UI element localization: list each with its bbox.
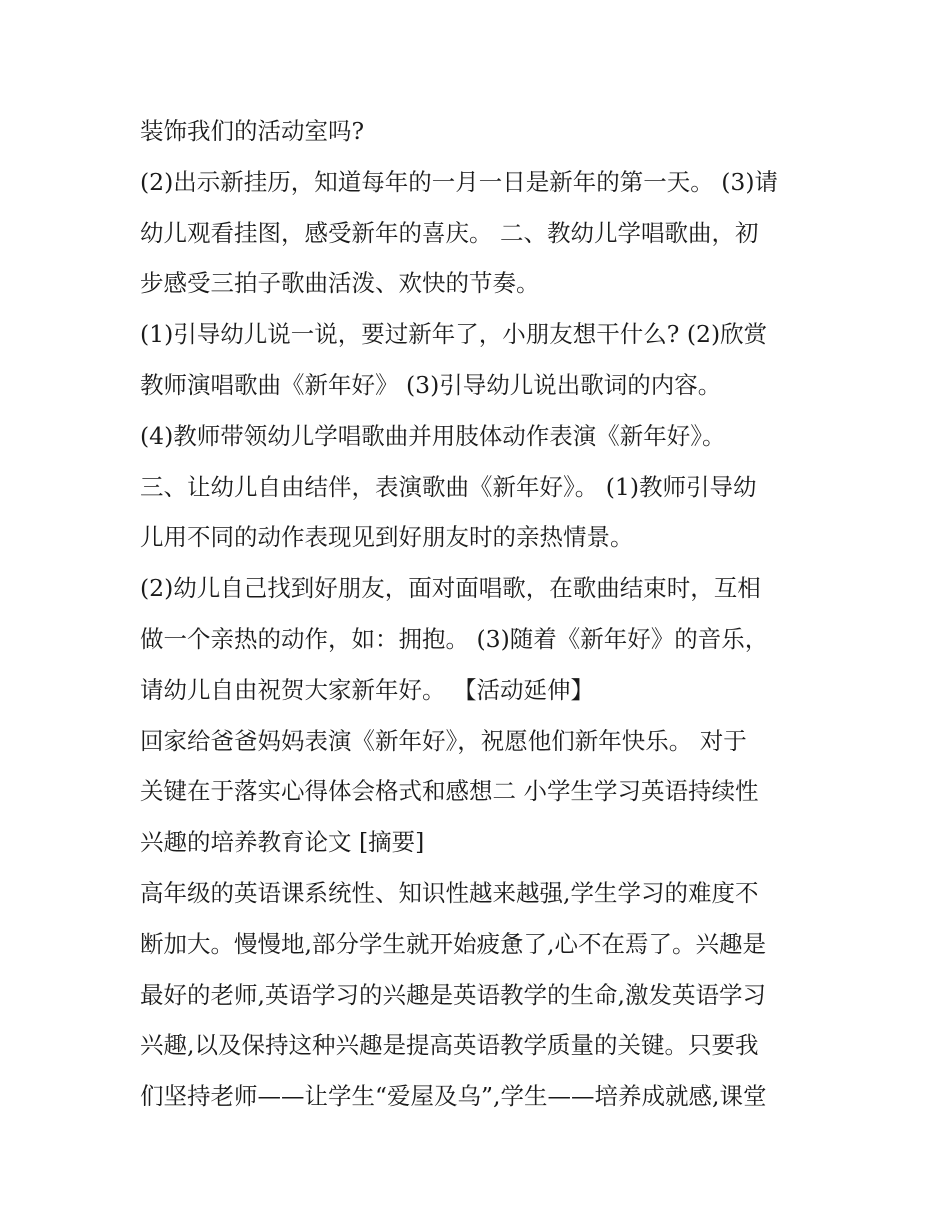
- text-line: 兴趣,以及保持这种兴趣是提高英语教学质量的关键。只要我: [140, 1031, 759, 1060]
- text-line: 断加大。慢慢地,部分学生就开始疲惫了,心不在焉了。兴趣是: [140, 929, 766, 958]
- text-line: 最好的老师,英语学习的兴趣是英语教学的生命,激发英语学习: [140, 980, 766, 1009]
- text-line: 兴趣的培养教育论文 [摘要]: [140, 828, 425, 857]
- text-line: 做一个亲热的动作，如：拥抱。 (3)随着《新年好》的音乐，: [140, 624, 769, 653]
- text-line: 们坚持老师——让学生“爱屋及乌”,学生——培养成就感,课堂: [140, 1082, 767, 1111]
- text-line: 儿用不同的动作表现见到好朋友时的亲热情景。: [140, 523, 634, 552]
- text-line: 请幼儿自由祝贺大家新年好。 【活动延伸】: [140, 675, 594, 704]
- text-line: 回家给爸爸妈妈表演《新年好》，祝愿他们新年快乐。 对于: [140, 726, 747, 755]
- text-line: 步感受三拍子歌曲活泼、欢快的节奏。: [140, 269, 540, 298]
- text-line: 关键在于落实心得体会格式和感想二 小学生学习英语持续性: [140, 777, 759, 806]
- text-line: 教师演唱歌曲《新年好》 (3)引导幼儿说出歌词的内容。: [140, 370, 722, 399]
- text-line: 装饰我们的活动室吗?: [140, 117, 365, 145]
- text-line: (2)幼儿自己找到好朋友，面对面唱歌，在歌曲结束时，互相: [140, 574, 761, 603]
- text-line: 三、让幼儿自由结伴，表演歌曲《新年好》。 (1)教师引导幼: [140, 472, 757, 501]
- text-line: (1)引导幼儿说一说，要过新年了，小朋友想干什么? (2)欣赏: [140, 320, 768, 349]
- text-line: (2)出示新挂历，知道每年的一月一日是新年的第一天。 (3)请: [140, 167, 779, 196]
- text-line: 高年级的英语课系统性、知识性越来越强,学生学习的难度不: [140, 878, 759, 907]
- body-text: [140, 106, 820, 1122]
- text-line: 幼儿观看挂图，感受新年的喜庆。 二、教幼儿学唱歌曲，初: [140, 218, 759, 247]
- text-line: (4)教师带领幼儿学唱歌曲并用肢体动作表演《新年好》。: [140, 421, 726, 450]
